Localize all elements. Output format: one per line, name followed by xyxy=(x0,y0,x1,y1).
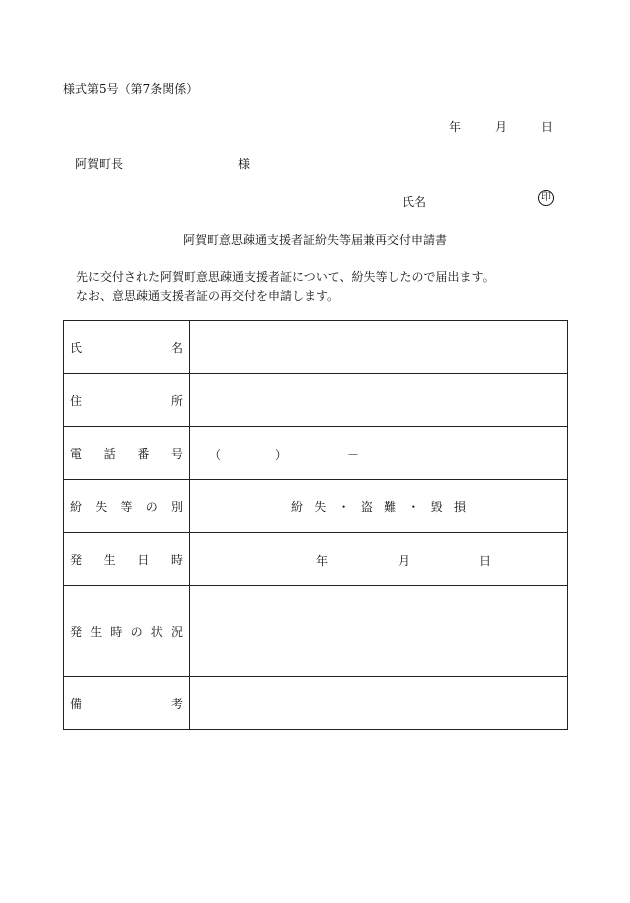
option-char: 紛 xyxy=(291,499,304,514)
remarks-field[interactable] xyxy=(190,677,568,730)
label-char: 時 xyxy=(170,552,183,567)
separator: ・ xyxy=(337,499,350,514)
label-char: 備 xyxy=(70,696,83,711)
loss-options xyxy=(190,498,567,515)
label-char: 生 xyxy=(90,624,103,639)
circumstances-field[interactable] xyxy=(190,586,568,677)
label-cell xyxy=(64,533,190,586)
label-cell xyxy=(64,427,190,480)
open-paren: （ xyxy=(209,448,222,462)
document-title: 阿賀町意思疎通支援者証紛失等届兼再交付申請書 xyxy=(182,233,447,247)
loss-type-field[interactable] xyxy=(190,480,568,533)
option-char: 毀 xyxy=(430,499,443,514)
table-row-remarks xyxy=(64,677,568,730)
label-char: 電 xyxy=(70,446,83,461)
seal-mark-icon: 印 xyxy=(538,190,554,206)
label-char: 考 xyxy=(170,696,183,711)
label-char: 紛 xyxy=(70,499,83,514)
label-char: 氏 xyxy=(70,340,83,355)
application-form-table xyxy=(63,320,568,730)
label-char: 号 xyxy=(170,446,183,461)
label-char: 別 xyxy=(170,499,183,514)
addressee: 阿賀町長 xyxy=(75,157,124,171)
close-paren: ） xyxy=(275,448,288,462)
name-field[interactable] xyxy=(190,321,568,374)
day-char: 日 xyxy=(479,554,492,568)
label-char: 況 xyxy=(170,624,183,639)
label-char: 生 xyxy=(103,552,116,567)
label-phone xyxy=(70,445,183,462)
label-char: 住 xyxy=(70,393,83,408)
label-cell xyxy=(64,677,190,730)
honorific: 様 xyxy=(238,157,251,171)
label-char: 名 xyxy=(170,340,183,355)
table-row-circumstances xyxy=(64,586,568,677)
option-char: 盗 xyxy=(360,499,373,514)
body-text-line-2: なお、意思疎通支援者証の再交付を申請します。 xyxy=(76,289,340,303)
table-row-address xyxy=(64,374,568,427)
label-cell xyxy=(64,321,190,374)
label-cell xyxy=(64,480,190,533)
table-row-occurrence-date xyxy=(64,533,568,586)
label-loss-type xyxy=(70,498,183,515)
label-char: 発 xyxy=(70,624,83,639)
address-field[interactable] xyxy=(190,374,568,427)
separator: ・ xyxy=(407,499,420,514)
label-name xyxy=(70,339,183,356)
label-cell xyxy=(64,374,190,427)
label-occurrence-date xyxy=(70,551,183,568)
month-char: 月 xyxy=(398,554,411,568)
month-char: 月 xyxy=(494,120,507,134)
table-row-loss-type xyxy=(64,480,568,533)
table-row-name xyxy=(64,321,568,374)
occurrence-date-field[interactable] xyxy=(190,533,568,586)
label-char: の xyxy=(145,499,158,514)
label-char: 状 xyxy=(150,624,163,639)
body-text-line-1: 先に交付された阿賀町意思疎通支援者証について、紛失等したので届出ます。 xyxy=(76,270,495,284)
day-char: 日 xyxy=(540,120,553,134)
table-row-phone xyxy=(64,427,568,480)
label-remarks xyxy=(70,695,183,712)
applicant-name-label: 氏名 xyxy=(402,195,427,209)
phone-field[interactable] xyxy=(190,427,568,480)
label-char: 話 xyxy=(103,446,116,461)
label-char: 所 xyxy=(170,393,183,408)
option-char: 失 xyxy=(314,499,327,514)
option-char: 難 xyxy=(384,499,397,514)
dash: － xyxy=(347,448,360,462)
label-char: の xyxy=(130,624,143,639)
label-char: 発 xyxy=(70,552,83,567)
label-char: 日 xyxy=(137,552,150,567)
submission-date xyxy=(449,118,553,135)
form-number: 様式第5号（第7条関係） xyxy=(63,82,199,96)
label-cell xyxy=(64,586,190,677)
label-address xyxy=(70,392,183,409)
option-char: 損 xyxy=(453,499,466,514)
year-char: 年 xyxy=(449,120,462,134)
year-char: 年 xyxy=(316,554,329,568)
label-char: 等 xyxy=(120,499,133,514)
label-char: 番 xyxy=(137,446,150,461)
label-char: 時 xyxy=(110,624,123,639)
label-circumstances xyxy=(70,623,183,640)
label-char: 失 xyxy=(95,499,108,514)
